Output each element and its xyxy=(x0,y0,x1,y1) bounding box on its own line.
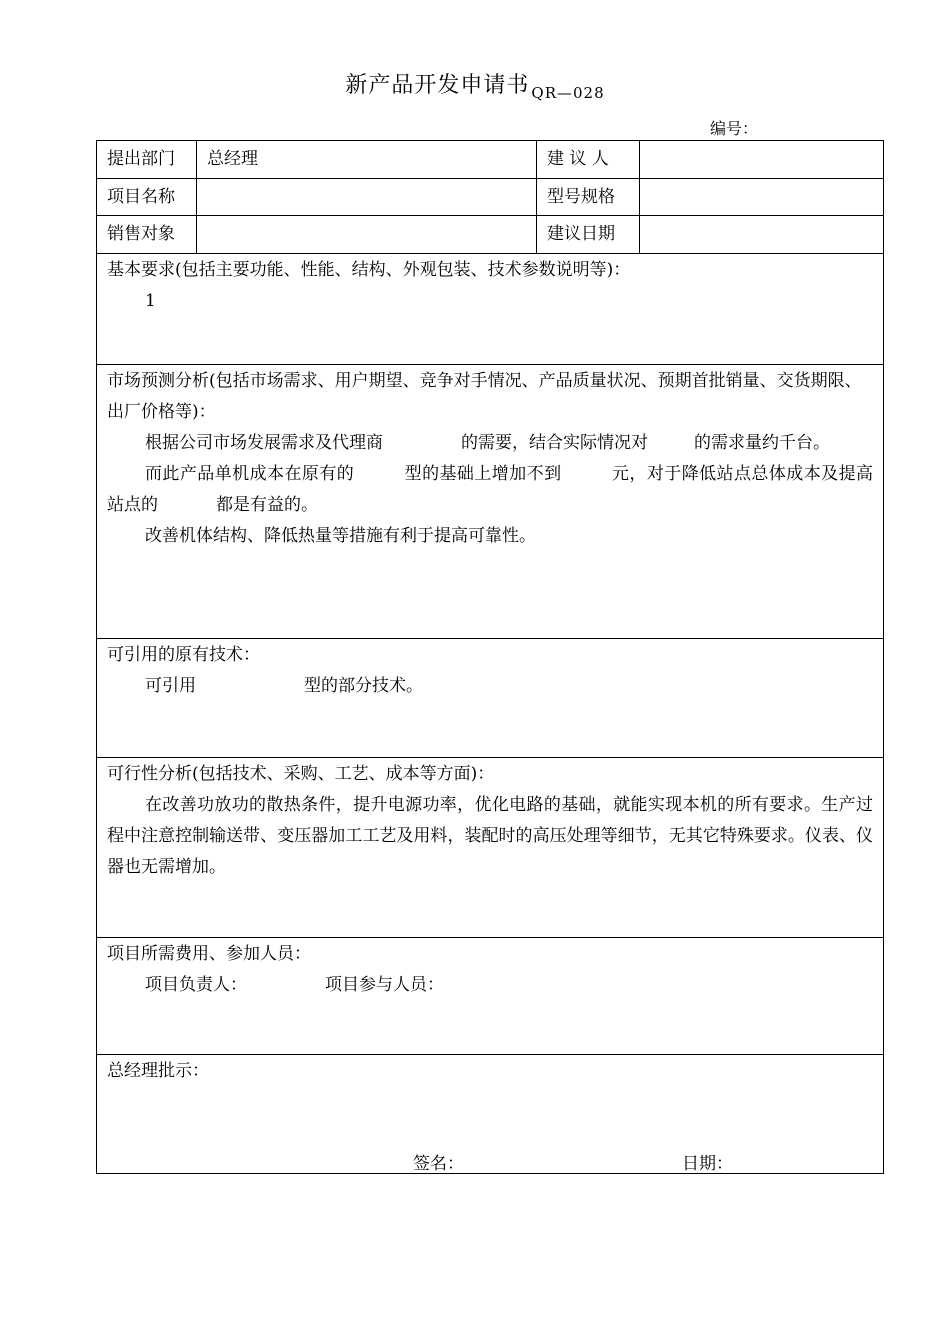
title-text: 新产品开发申请书 xyxy=(345,73,530,98)
section-feasibility-analysis[interactable] xyxy=(97,758,883,938)
label-proposal-date: 建议日期 xyxy=(536,216,639,253)
approval-date-label: 日期： xyxy=(682,1154,733,1174)
value-proposer[interactable] xyxy=(639,141,883,178)
value-sales-target[interactable] xyxy=(196,216,536,253)
market-p2-part-b: 型的基础上增加不到 xyxy=(404,464,562,484)
market-p1-part-a: 根据公司市场发展需求及代理商 xyxy=(145,433,383,453)
market-paragraph-2 xyxy=(107,459,873,521)
section-basic-requirements[interactable] xyxy=(97,254,883,365)
section-cost-personnel[interactable] xyxy=(97,938,883,1055)
section-existing-technology[interactable] xyxy=(97,639,883,758)
cost-personnel-line xyxy=(107,970,873,1001)
basic-requirements-heading: 基本要求(包括主要功能、性能、结构、外观包装、技术参数说明等)： xyxy=(107,260,631,280)
market-p1-part-c: 的需求量约 xyxy=(694,433,779,453)
label-sales-target: 销售对象 xyxy=(107,224,175,244)
label-project-name: 项目名称 xyxy=(107,187,175,207)
label-model-spec: 型号规格 xyxy=(536,179,639,215)
feasibility-paragraph: 在改善功放功的散热条件，提升电源功率，优化电路的基础，就能实现本机的所有要求。生产过程中注意控制输送带、变压器加工工艺及用料，装配时的高压处理等细节，无其它特殊要求。仪表、仪器也无需增加。 xyxy=(107,795,873,877)
value-department[interactable]: 总经理 xyxy=(196,141,536,178)
tech-part-a: 可引用 xyxy=(145,676,196,696)
document-title xyxy=(0,68,950,102)
market-p2-part-c: 元，对于降低站点总体成本及提高站点的 xyxy=(107,464,874,515)
label-proposer: 建 议 人 xyxy=(536,141,639,178)
project-members-label: 项目参与人员： xyxy=(325,975,444,995)
existing-technology-heading: 可引用的原有技术： xyxy=(107,645,260,665)
market-p1-part-d: 千台。 xyxy=(779,433,830,453)
market-analysis-heading: 市场预测分析(包括市场需求、用户期望、竞争对手情况、产品质量状况、预期首批销量、交货期限、出厂价格等)： xyxy=(107,371,862,422)
form-code: QR—028 xyxy=(531,84,605,102)
tech-part-b: 型的部分技术。 xyxy=(304,676,423,696)
header-row-project-name xyxy=(97,179,883,216)
application-form xyxy=(96,140,884,1174)
cost-personnel-heading: 项目所需费用、参加人员： xyxy=(107,944,311,964)
market-paragraph-3: 改善机体结构、降低热量等措施有利于提高可靠性。 xyxy=(145,526,536,546)
signature-label: 签名： xyxy=(413,1154,464,1174)
value-proposal-date[interactable] xyxy=(639,216,883,253)
basic-requirements-item: 1 xyxy=(145,291,156,311)
value-project-name[interactable] xyxy=(196,179,536,215)
serial-number-label[interactable]: 编号： xyxy=(700,116,768,141)
feasibility-heading: 可行性分析(包括技术、采购、工艺、成本等方面)： xyxy=(107,764,495,784)
value-model-spec[interactable] xyxy=(639,179,883,215)
market-p1-part-b: 的需要，结合实际情况对 xyxy=(461,433,648,453)
gm-approval-heading: 总经理批示： xyxy=(107,1061,209,1081)
market-paragraph-1 xyxy=(107,428,873,459)
market-p2-part-a: 而此产品单机成本在原有的 xyxy=(145,464,355,484)
section-market-analysis[interactable] xyxy=(97,365,883,639)
header-row-department xyxy=(97,141,883,179)
header-row-sales-target xyxy=(97,216,883,254)
project-leader-label: 项目负责人： xyxy=(145,975,247,995)
market-p2-part-d: 都是有益的。 xyxy=(216,495,318,515)
label-department: 提出部门 xyxy=(107,149,175,169)
existing-technology-paragraph xyxy=(107,671,873,702)
section-gm-approval[interactable] xyxy=(97,1055,883,1173)
